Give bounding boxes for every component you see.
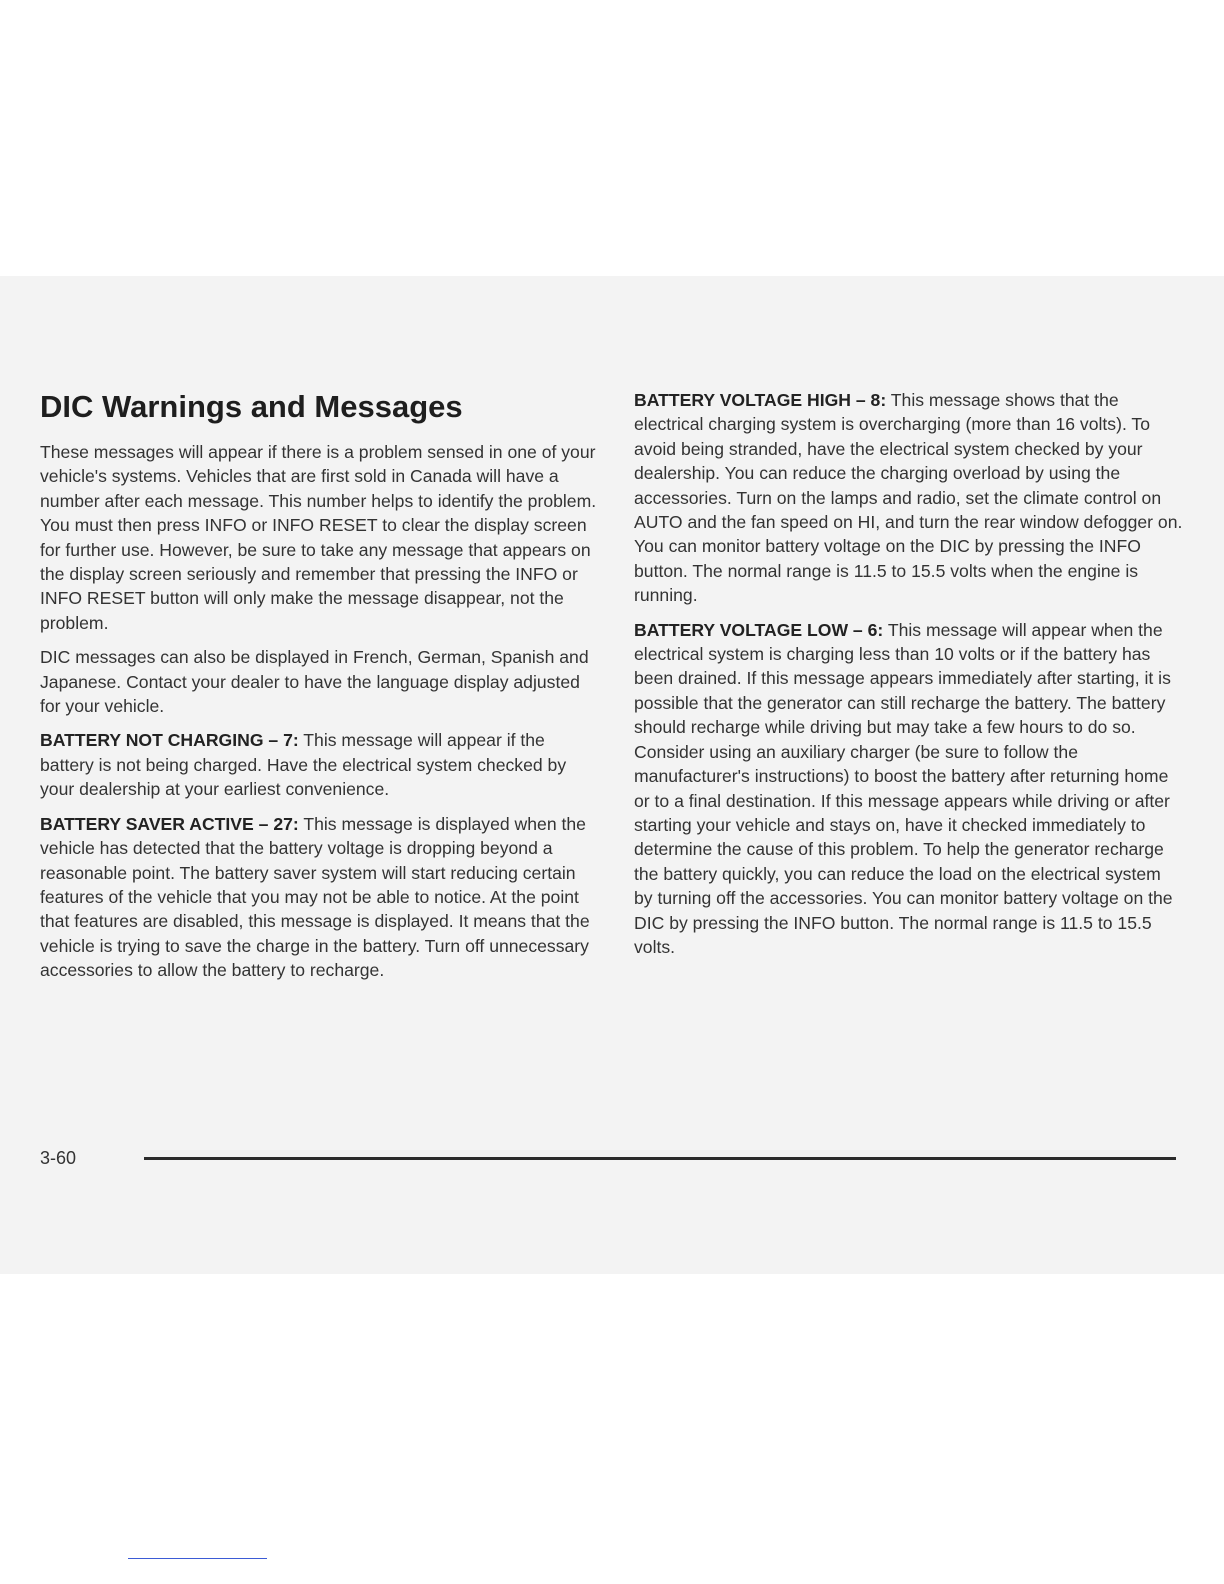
intro-paragraph-2: DIC messages can also be displayed in French, German, Spanish and Japanese. Contact your dealer to have the language display adjusted for your vehicle. [40, 647, 589, 717]
entry-term: BATTERY VOLTAGE LOW – 6: [634, 619, 884, 640]
entry-term: BATTERY VOLTAGE HIGH – 8: [634, 390, 887, 410]
page-title: DIC Warnings and Messages [40, 389, 463, 424]
entry-term: BATTERY SAVER ACTIVE – 27: [40, 813, 299, 834]
entry-battery-voltage-high [634, 388, 1184, 608]
entry-battery-voltage-low [634, 618, 1184, 960]
left-column [40, 388, 600, 993]
entry-text: This message is displayed when the vehicle has detected that the battery voltage is dropping beyond a reasonable point. The battery saver system will start reducing certain features of the vehicle that you may not be able to notice. At the point that features are disabled, this message is displayed. It means that the vehicle is trying to save the charge in the battery. Turn off unnecessary accessories to allow the battery to recharge. [40, 813, 590, 981]
footer-divider [144, 1157, 1176, 1160]
entry-battery-saver-active [40, 812, 600, 983]
entry-battery-not-charging [40, 728, 600, 801]
entry-term: BATTERY NOT CHARGING – 7: [40, 730, 299, 751]
right-column [634, 388, 1184, 969]
entry-text: This message will appear if the battery is not being charged. Have the electrical system checked by your dealership at your earliest convenience. [40, 730, 567, 800]
entry-text: This message will appear when the electrical system is charging less than 10 volts or if the battery has been drained. If this message appears immediately after starting, it is possible that the generator can still recharge the battery. The battery should recharge while driving but may take a few hours to do so. Consider using an auxiliary charger (be sure to follow the manufacturer's instructions) to boost the battery after returning home or to a final destination. If this message appears while driving or after starting your vehicle and stays on, have it checked immediately to determine the cause of this problem. To help the generator recharge the battery quickly, you can reduce the load on the electrical system by turning off the accessories. You can monitor battery voltage on the DIC by pressing the INFO button. The normal range is 11.5 to 15.5 volts. [634, 619, 1173, 957]
page-number: 3-60 [40, 1148, 77, 1168]
entry-text: This message shows that the electrical charging system is overcharging (more than 16 volts). To avoid being stranded, have the electrical system checked by your dealership. You can reduce the charging overload by using the accessories. Turn on the lamps and radio, set the climate control on AUTO and the fan speed on HI, and turn the rear window defogger on. You can monitor battery voltage on the DIC by pressing the INFO button. The normal range is 11.5 to 15.5 volts when the engine is running. [634, 390, 1183, 606]
bottom-link-underline[interactable] [128, 1558, 267, 1559]
intro-paragraph-1: These messages will appear if there is a problem sensed in one of your vehicle's systems. Vehicles that are first sold in Canada will have a number after each message. This number helps to identify the problem. You must then press INFO or INFO RESET to clear the display screen for further use. However, be sure to take any message that appears on the display screen seriously and remember that pressing the INFO or INFO RESET button will only make the message disappear, not the problem. [40, 442, 597, 633]
